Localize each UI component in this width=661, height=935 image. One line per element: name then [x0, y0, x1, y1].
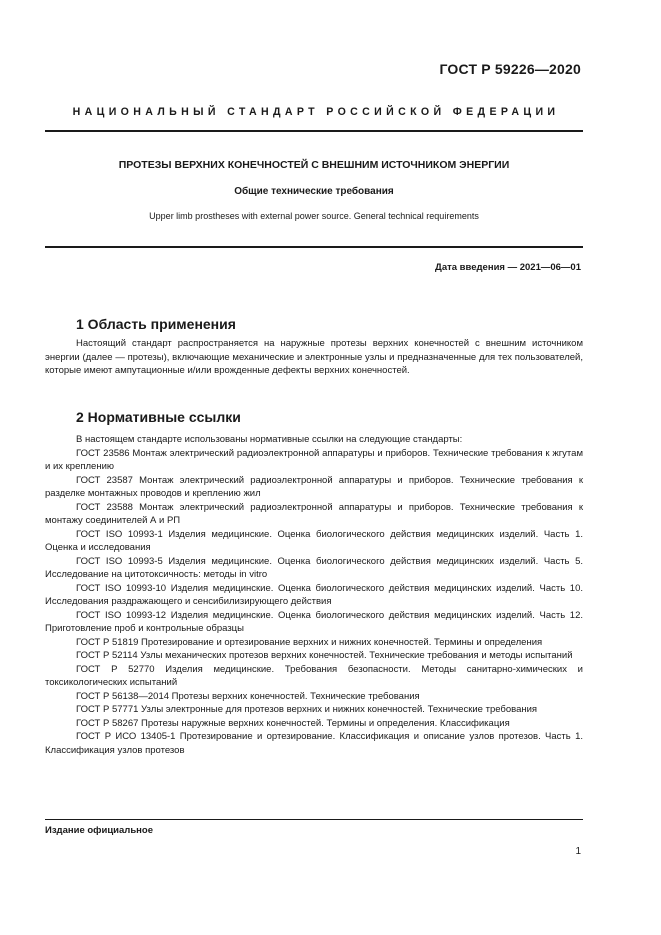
reference-entry: ГОСТ ISO 10993-10 Изделия медицинские. Оценка биологического действия медицинских изделий. Часть 10. Исследования раздражающего и сенсибилизирующего действия [45, 582, 583, 607]
reference-entry: ГОСТ ISO 10993-12 Изделия медицинские. Оценка биологического действия медицинских изделий. Часть 12. Приготовление проб и контрольные образцы [45, 609, 583, 634]
edition-label: Издание официальное [45, 825, 153, 836]
reference-entry: ГОСТ 23586 Монтаж электрический радиоэлектронной аппаратуры и приборов. Технические требования к жгутам и их креплению [45, 447, 583, 472]
national-standard-title: НАЦИОНАЛЬНЫЙ СТАНДАРТ РОССИЙСКОЙ ФЕДЕРАЦИИ [72, 106, 560, 118]
reference-entry: ГОСТ ISO 10993-1 Изделия медицинские. Оценка биологического действия медицинских изделий. Часть 1. Оценка и исследования [45, 528, 583, 553]
reference-entry: ГОСТ Р 52770 Изделия медицинские. Требования безопасности. Методы санитарно-химических и токсикологических испытаний [45, 663, 583, 688]
reference-entry: ГОСТ Р ИСО 13405-1 Протезирование и ортезирование. Классификация и описание узлов протезов. Часть 1. Классификация узлов протезов [45, 731, 583, 756]
section-2-heading: 2 Нормативные ссылки [76, 409, 241, 425]
footer-rule [45, 819, 583, 820]
reference-entry: ГОСТ Р 52114 Узлы механических протезов верхних конечностей. Технические требования и методы испытаний [76, 650, 573, 661]
document-title: ПРОТЕЗЫ ВЕРХНИХ КОНЕЧНОСТЕЙ С ВНЕШНИМ ИСТОЧНИКОМ ЭНЕРГИИ [118, 159, 510, 171]
document-english-title: Upper limb prostheses with external power source. General technical requirements [149, 211, 479, 221]
section-1-paragraph: Настоящий стандарт распространяется на наружные протезы верхних конечностей с внешним источником энергии (далее — протезы), включающие механические и электронные узлы и предназначенные для тех пользователей, которые имеют ампутационные и/или врожденные дефекты верхних конечностей. [45, 338, 583, 376]
section-1-body [45, 337, 583, 378]
middle-rule [45, 246, 583, 248]
section-1-heading: 1 Область применения [76, 316, 236, 332]
reference-entry: ГОСТ ISO 10993-5 Изделия медицинские. Оценка биологического действия медицинских изделий. Часть 5. Исследование на цитотоксичность: методы in vitro [45, 555, 583, 580]
standard-number: ГОСТ Р 59226—2020 [439, 61, 581, 77]
introduction-date: Дата введения — 2021—06—01 [435, 262, 581, 273]
reference-entry: ГОСТ 23587 Монтаж электрический радиоэлектронной аппаратуры и приборов. Технические требования к разделке монтажных проводов и креплению жил [45, 474, 583, 499]
reference-entry: ГОСТ Р 57771 Узлы электронные для протезов верхних и нижних конечностей. Технические требования [76, 704, 538, 715]
reference-entry: ГОСТ Р 51819 Протезирование и ортезирование верхних и нижних конечностей. Термины и определения [76, 636, 543, 648]
reference-entry: ГОСТ 23588 Монтаж электрический радиоэлектронной аппаратуры и приборов. Технические требования к монтажу соединителей А и РП [45, 501, 583, 526]
section-2-body [45, 433, 583, 757]
document-subtitle: Общие технические требования [234, 186, 394, 197]
reference-entry: ГОСТ Р 56138—2014 Протезы верхних конечностей. Технические требования [76, 690, 420, 702]
reference-entry: ГОСТ Р 58267 Протезы наружные верхних конечностей. Термины и определения. Классификация [76, 717, 510, 729]
top-rule [45, 130, 583, 132]
section-2-intro: В настоящем стандарте использованы нормативные ссылки на следующие стандарты: [76, 434, 463, 445]
page-number: 1 [575, 846, 581, 857]
